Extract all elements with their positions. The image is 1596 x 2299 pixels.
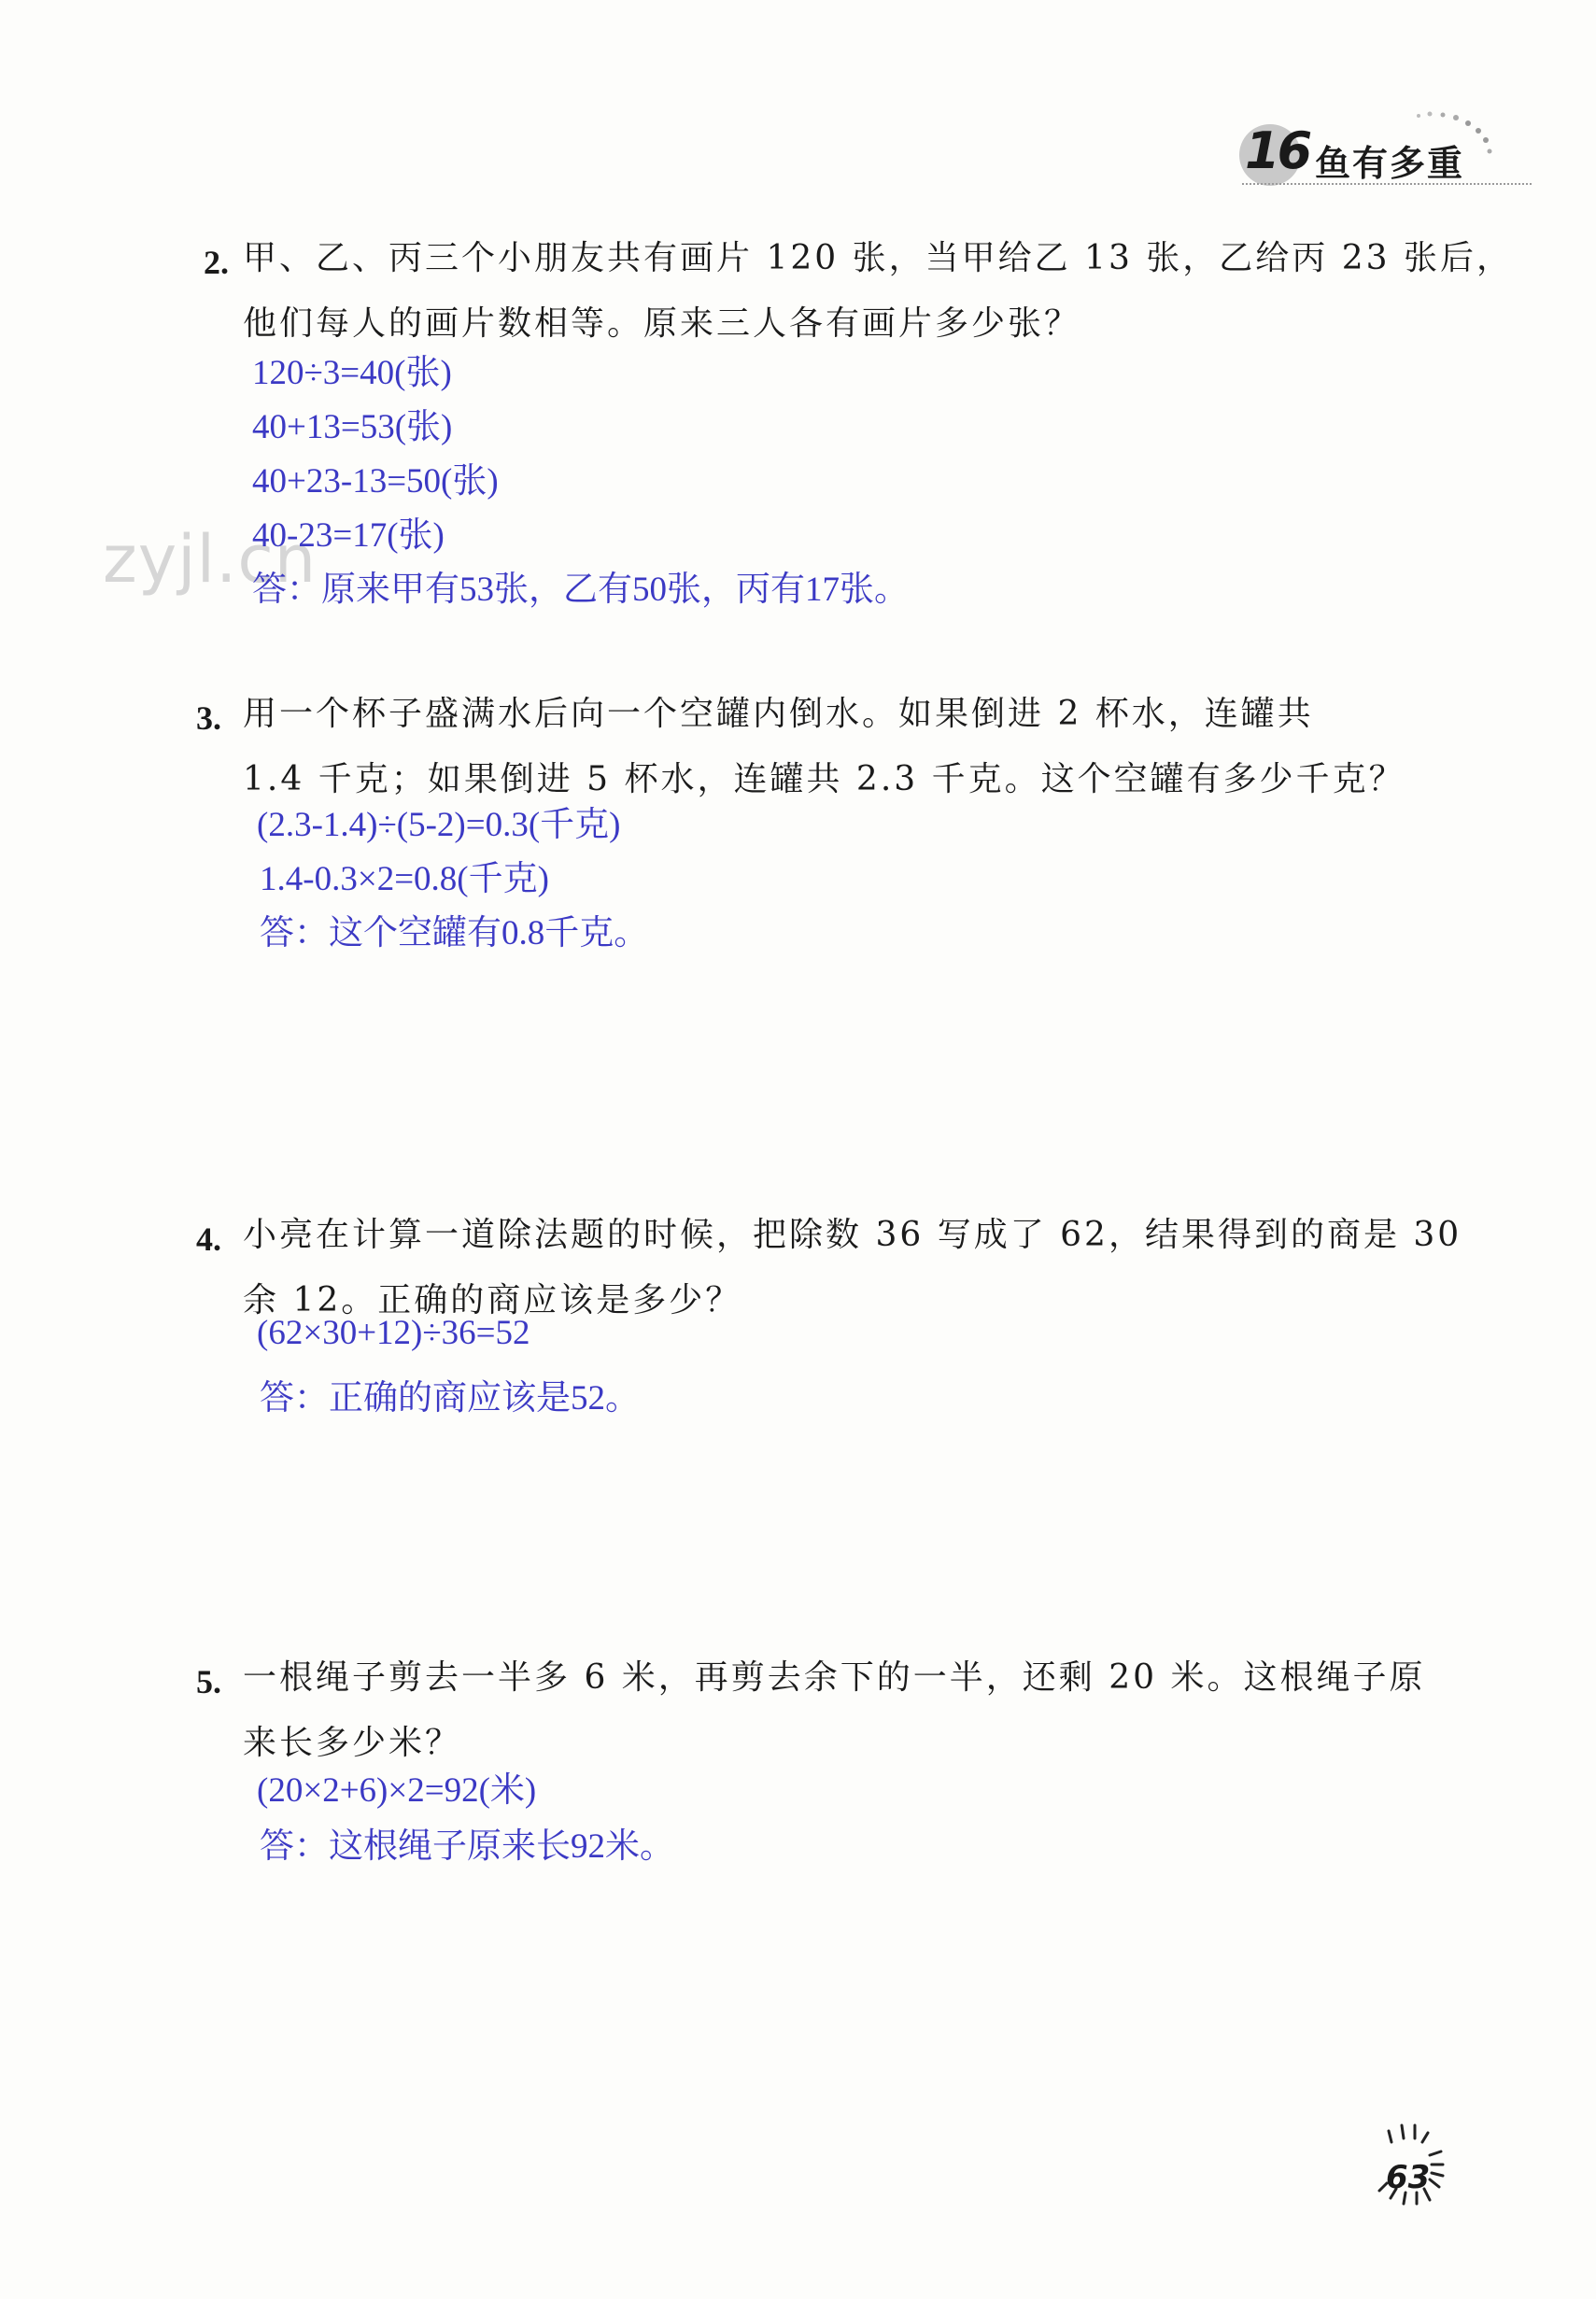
question-text-line: 他们每人的画片数相等。原来三人各有画片多少张？	[243, 304, 1081, 343]
question-text-line: 一根绳子剪去一半多 6 米，再剪去余下的一半，还剩 20 米。这根绳子原	[243, 1658, 1426, 1697]
question-number: 2.	[204, 244, 229, 281]
question-text-line: 用一个杯子盛满水后向一个空罐内倒水。如果倒进 2 杯水，连罐共	[243, 695, 1314, 733]
question-text-line: 1.4 千克；如果倒进 5 杯水，连罐共 2.3 千克。这个空罐有多少千克？	[243, 760, 1405, 798]
answer-line: 40+23-13=50(张)	[252, 462, 499, 501]
answer-line: 40-23=17(张)	[252, 516, 445, 555]
answer-statement: 答：这根绳子原来长92米。	[260, 1827, 674, 1866]
decorative-dots-icon	[1415, 110, 1518, 166]
question-text-line: 来长多少米？	[243, 1724, 462, 1762]
answer-statement: 答：正确的商应该是52。	[260, 1379, 640, 1417]
answer-line: (2.3-1.4)÷(5-2)=0.3(千克)	[257, 806, 621, 844]
chapter-header	[1237, 110, 1555, 194]
chapter-number: 16	[1245, 121, 1310, 180]
watermark: zyjl.cn	[103, 521, 318, 598]
question-text-line: 小亮在计算一道除法题的时候，把除数 36 写成了 62，结果得到的商是 30	[243, 1216, 1462, 1254]
header-divider	[1242, 183, 1532, 185]
page-number: 63	[1386, 2159, 1431, 2196]
answer-statement: 答：原来甲有53张，乙有50张，丙有17张。	[252, 571, 909, 609]
answer-line: 120÷3=40(张)	[252, 354, 452, 392]
answer-line: 40+13=53(张)	[252, 408, 453, 446]
chapter-title: 鱼有多重	[1315, 143, 1465, 184]
question-text-line: 甲、乙、丙三个小朋友共有画片 120 张，当甲给乙 13 张，乙给丙 23 张后，	[243, 239, 1513, 277]
answer-line: 1.4-0.3×2=0.8(千克)	[260, 860, 549, 898]
answer-line: (62×30+12)÷36=52	[257, 1314, 530, 1352]
question-number: 5.	[196, 1663, 221, 1700]
question-number: 4.	[196, 1220, 221, 1258]
question-number: 3.	[196, 699, 221, 737]
answer-line: (20×2+6)×2=92(米)	[257, 1771, 537, 1810]
question-text-line: 余 12。正确的商应该是多少？	[243, 1281, 742, 1319]
answer-statement: 答：这个空罐有0.8千克。	[260, 914, 649, 952]
